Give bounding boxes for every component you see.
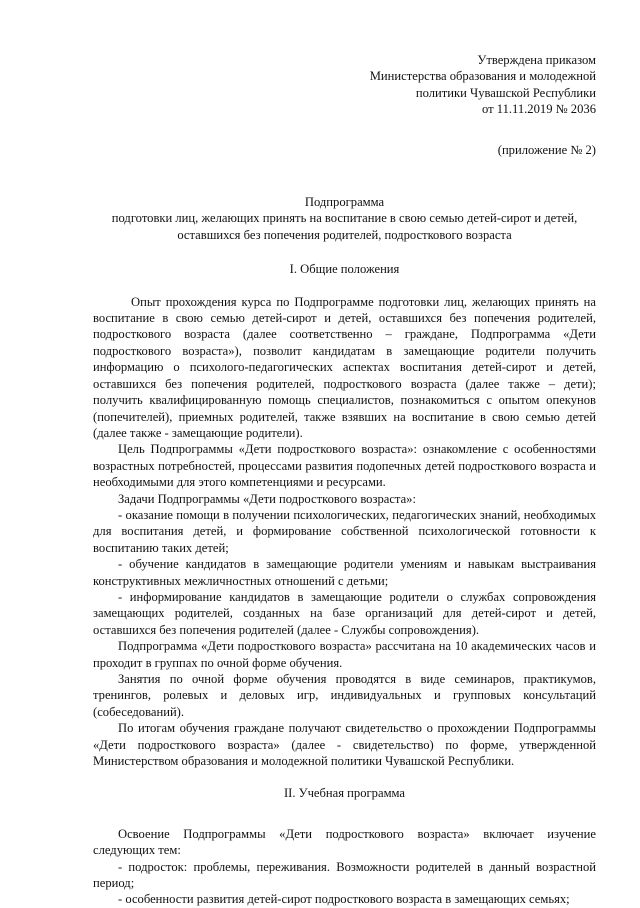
paragraph: По итогам обучения граждане получают свидетельство о прохождении Подпрограммы «Дети подросткового возраста» (далее - свидетельство) по форме, утвержденной Министерством образования и молодежной политики Чувашской Республики. xyxy=(93,721,596,769)
paragraph: Опыт прохождения курса по Подпрограмме подготовки лиц, желающих принять на воспитание в свою семью детей-сирот и детей, оставшихся без попечения родителей, подросткового возраста (далее соответственно – граждане, Подпрограмма «Дети подросткового возраста»), позволит кандидатам в замещающие родители получить информацию о психолого-педагогических аспектах воспитания детей-сирот и детей, оставшихся без попечения родителей, подросткового возраста (далее также – дети); получить квалифицированную помощь специалистов, познакомиться с опытом опекунов (попечителей), приемных родителей, также взявших на воспитание в свою семью детей (далее также - замещающие родители). xyxy=(93,294,596,440)
program-title-line: оставшихся без попечения родителей, подросткового возраста xyxy=(177,227,512,242)
program-title-line: подготовки лиц, желающих принять на воспитание в свою семью детей-сирот и детей, xyxy=(111,211,578,226)
attachment-note: (приложение № 2) xyxy=(497,142,596,157)
paragraph: Освоение Подпрограммы «Дети подросткового возраста» включает изучение следующих тем: xyxy=(93,826,596,858)
paragraph: Занятия по очной форме обучения проводятся в виде семинаров, практикумов, тренингов, ролевых и деловых игр, индивидуальных и групповых консультаций (собеседований). xyxy=(93,672,596,719)
list-item: - оказание помощи в получении психологических, педагогических знаний, необходимых для воспитания детей, и формирование собственной психологической готовности к воспитанию таких детей; xyxy=(93,507,596,555)
approval-line: Утверждена приказом xyxy=(477,53,596,67)
list-item: - особенности развития детей-сирот подросткового возраста в замещающих семьях; xyxy=(118,892,570,907)
approval-line: политики Чувашской Республики xyxy=(415,85,596,100)
list-item: - подросток: проблемы, переживания. Возможности родителей в данный возрастной период; xyxy=(93,859,596,891)
paragraph: Подпрограмма «Дети подросткового возраста» рассчитана на 10 академических часов и проходит в группах по очной форме обучения. xyxy=(93,639,596,670)
approval-block xyxy=(93,52,596,118)
section-heading-curriculum: II. Учебная программа xyxy=(283,786,406,801)
paragraph: Задачи Подпрограммы «Дети подросткового возраста»: xyxy=(118,491,416,506)
approval-line: Министерства образования и молодежной xyxy=(369,69,596,84)
approval-line: от 11.11.2019 № 2036 xyxy=(481,102,596,117)
section-heading-general: I. Общие положения xyxy=(289,262,400,277)
program-title xyxy=(93,194,596,243)
paragraph: Цель Подпрограммы «Дети подросткового возраста»: ознакомление с особенностями возрастных потребностей, процессами развития подопечных детей подросткового возраста и необходимыми для этого компетенциями и ресурсами. xyxy=(93,442,596,490)
list-item: - информирование кандидатов в замещающие родители о службах сопровождения замещающих родителей, созданных на базе организаций для детей-сирот и детей, оставшихся без попечения родителей (далее - Службы сопровождения). xyxy=(93,589,596,637)
list-item: - обучение кандидатов в замещающие родители умениям и навыкам выстраивания конструктивных межличностных отношений с детьми; xyxy=(93,557,596,588)
program-title-line: Подпрограмма xyxy=(304,195,385,210)
